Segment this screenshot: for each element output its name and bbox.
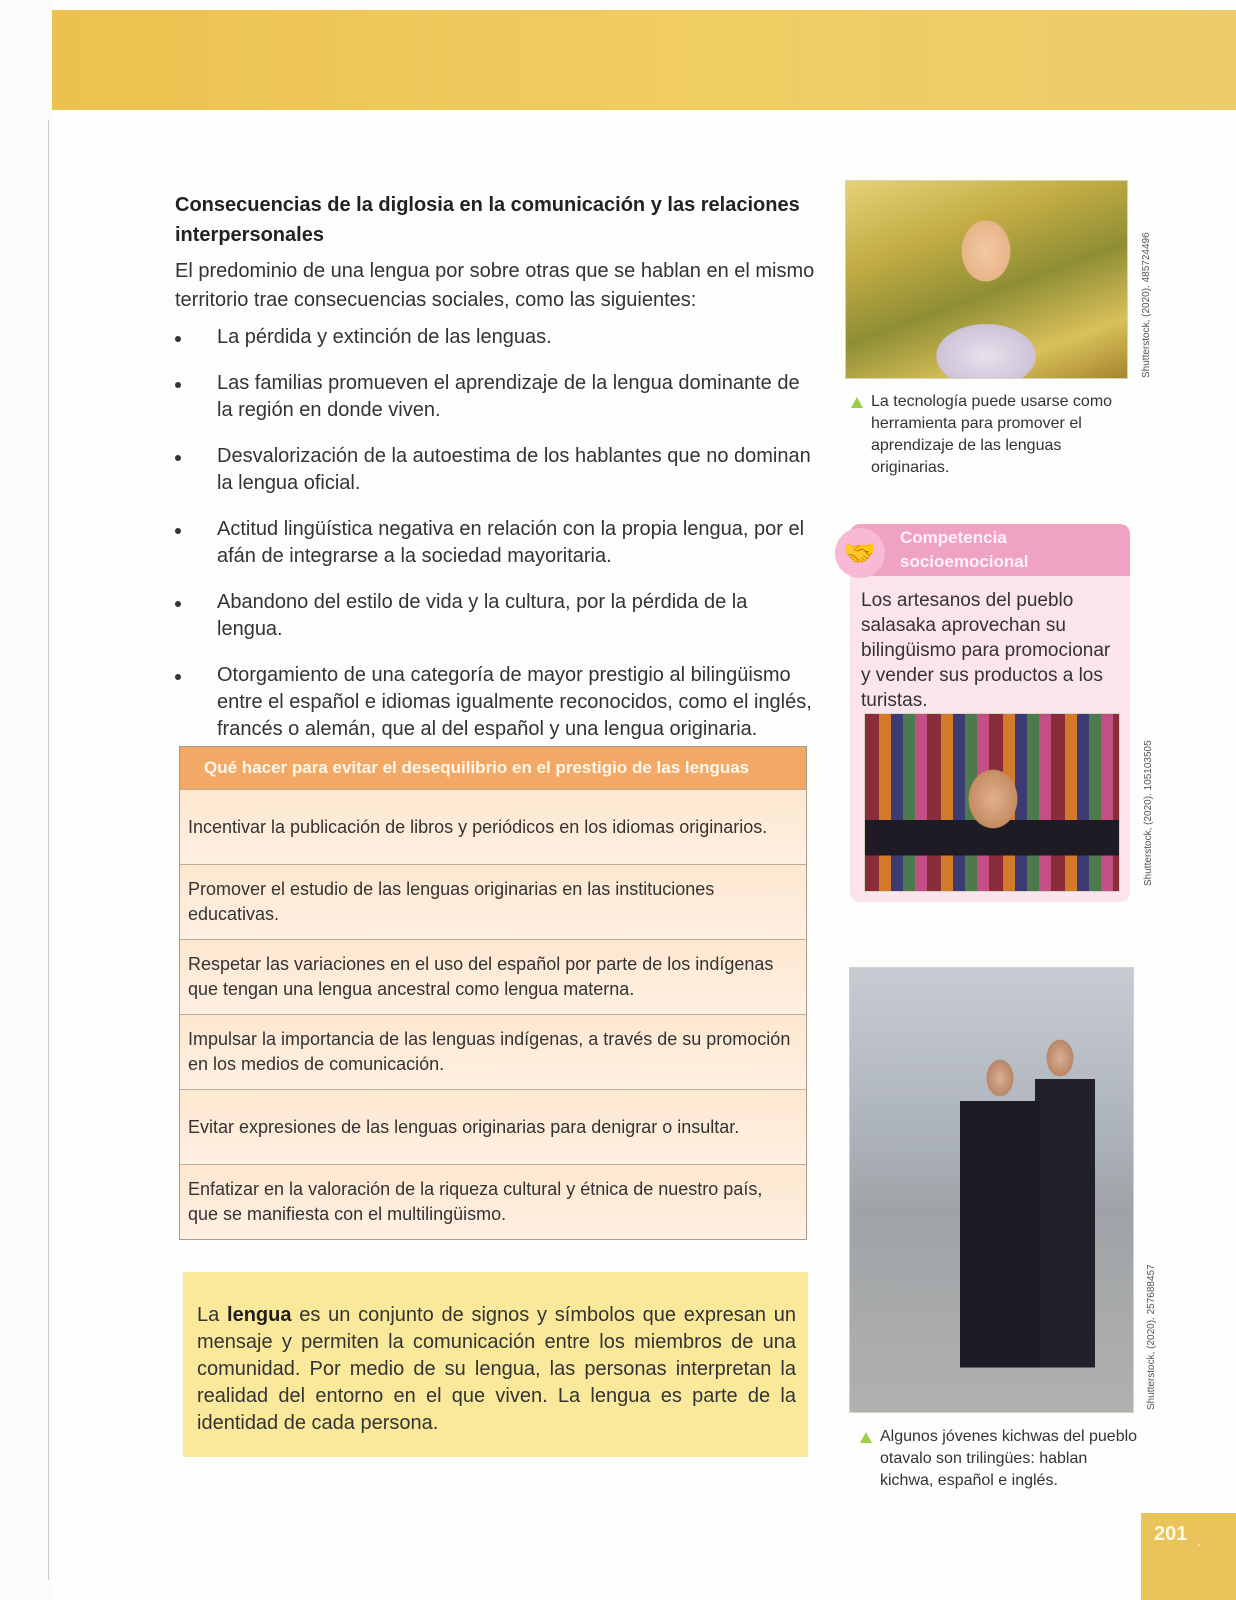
list-item: Desvalorización de la autoestima de los hablantes que no dominan la lengua oficial. — [175, 443, 815, 497]
table-row: Promover el estudio de las lenguas originarias en las instituciones educativas. — [180, 864, 806, 939]
page-number: 201 — [1154, 1523, 1188, 1545]
photo1-caption: La tecnología puede usarse como herramienta para promover el aprendizaje de las lenguas originarias. — [871, 391, 1131, 479]
definition-prefix: La — [197, 1304, 228, 1326]
table-header: Qué hacer para evitar el desequilibrio en el prestigio de las lenguas — [180, 747, 806, 789]
competencia-title: Competencia socioemocional — [900, 528, 1029, 571]
photo3-caption: Algunos jóvenes kichwas del pueblo otavalo son trilingües: hablan kichwa, español e inglés. — [880, 1426, 1140, 1492]
photo1-credit: Shutterstock, (2020). 485724496 — [1141, 232, 1152, 378]
bullet-icon — [175, 528, 181, 534]
bullet-icon — [175, 336, 181, 342]
section-heading: Consecuencias de la diglosia en la comunicación y las relaciones interpersonales — [175, 194, 800, 246]
gutter-line — [48, 120, 49, 1580]
bullet-icon — [175, 601, 181, 607]
bullet-icon — [175, 382, 181, 388]
table-row: Impulsar la importancia de las lenguas indígenas, a través de su promoción en los medios de comunicación. — [180, 1014, 806, 1089]
table-row: Evitar expresiones de las lenguas originarias para denigrar o insultar. — [180, 1089, 806, 1164]
photo3-credit: Shutterstock, (2020). 257688457 — [1146, 1264, 1157, 1410]
table-row: Respetar las variaciones en el uso del español por parte de los indígenas que tengan una lengua ancestral como lengua materna. — [180, 939, 806, 1014]
table-row: Enfatizar en la valoración de la riqueza cultural y étnica de nuestro país, que se manifiesta con el multilingüismo. — [180, 1164, 806, 1239]
prestige-actions-table — [179, 746, 807, 1240]
list-item: Otorgamiento de una categoría de mayor prestigio al bilingüismo entre el español e idiomas igualmente reconocidos, como el inglés, francés o alemán, que al del español y una lengua originaria. — [175, 662, 815, 743]
list-item: Actitud lingüística negativa en relación con la propia lengua, por el afán de integrarse a la sociedad mayoritaria. — [175, 516, 815, 570]
table-row: Incentivar la publicación de libros y periódicos en los idiomas originarios. — [180, 789, 806, 864]
triangle-icon — [851, 397, 863, 408]
definition-box — [183, 1272, 808, 1457]
list-item: Las familias promueven el aprendizaje de la lengua dominante de la región en donde viven. — [175, 370, 815, 424]
photo-artisan-market — [864, 713, 1120, 892]
page-number-dot: . — [1197, 1533, 1201, 1549]
photo-woman-headset — [845, 180, 1128, 379]
definition-term: lengua — [227, 1304, 292, 1326]
page-gutter — [0, 0, 52, 1600]
section-intro: El predominio de una lengua por sobre otras que se hablan en el mismo territorio trae consecuencias sociales, como las siguientes: — [175, 260, 815, 311]
list-item: Abandono del estilo de vida y la cultura, por la pérdida de la lengua. — [175, 589, 815, 643]
competencia-text: Los artesanos del pueblo salasaka aprovechan su bilingüismo para promocionar y vender sus productos a los turistas. — [861, 590, 1111, 711]
photo2-credit: Shutterstock, (2020). 105103505 — [1143, 740, 1154, 886]
bullet-icon — [175, 674, 181, 680]
handshake-icon: 🤝 — [835, 528, 885, 578]
list-item: La pérdida y extinción de las lenguas. — [175, 324, 815, 351]
top-color-band — [52, 10, 1236, 110]
consequences-list — [175, 324, 815, 762]
bullet-icon — [175, 455, 181, 461]
definition-text: es un conjunto de signos y símbolos que expresan un mensaje y permiten la comunicación entre los miembros de una comunidad. Por medio de su lengua, las personas interpretan la realidad del entorno en el que viven. La lengua es parte de la identidad de cada persona. — [197, 1304, 797, 1434]
triangle-icon — [860, 1432, 872, 1443]
photo-kichwa-youths — [849, 967, 1134, 1413]
